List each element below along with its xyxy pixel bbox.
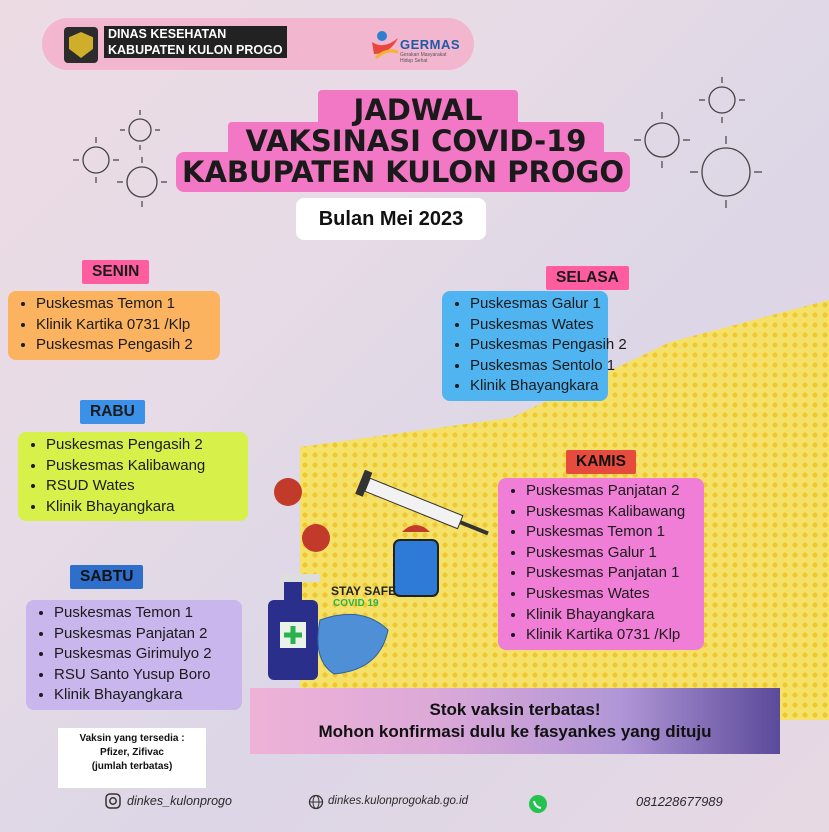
list-item: • Puskesmas Wates bbox=[470, 315, 600, 336]
notice-line-1: Stok vaksin terbatas! bbox=[429, 700, 601, 719]
list-item: • Puskesmas Panjatan 2 bbox=[54, 624, 234, 645]
org-name: DINAS KESEHATAN KABUPATEN KULON PROGO bbox=[104, 26, 287, 58]
list-item: • Puskesmas Temon 1 bbox=[54, 603, 234, 624]
list-item: • RSU Santo Yusup Boro bbox=[54, 665, 234, 686]
list-item: • Klinik Bhayangkara bbox=[54, 685, 234, 706]
list-item: • Puskesmas Sentolo 1 bbox=[470, 356, 600, 377]
sabtu-list bbox=[26, 600, 242, 710]
germas-tagline: Gerakan Masyarakat Hidup Sehat bbox=[400, 52, 447, 64]
list-item: • Puskesmas Temon 1 bbox=[36, 294, 212, 315]
vaccine-illustration bbox=[262, 470, 502, 690]
senin-list bbox=[8, 291, 220, 360]
list-item: • Puskesmas Pengasih 2 bbox=[46, 435, 240, 456]
vaccine-info bbox=[58, 728, 206, 788]
list-item: • Puskesmas Panjatan 2 bbox=[526, 481, 696, 502]
emblem-icon bbox=[64, 27, 98, 63]
vaccine-line-1: Vaksin yang tersedia : bbox=[79, 733, 185, 744]
title-line-3: KABUPATEN KULON PROGO bbox=[182, 155, 624, 189]
kamis-list bbox=[498, 478, 704, 650]
list-item: • Puskesmas Kalibawang bbox=[526, 502, 696, 523]
list-item: • Puskesmas Panjatan 1 bbox=[526, 563, 696, 584]
instagram-handle[interactable]: dinkes_kulonprogo bbox=[127, 794, 232, 808]
stay-safe-label: STAY SAFE bbox=[331, 584, 397, 598]
list-item: • RSUD Wates bbox=[46, 476, 240, 497]
whatsapp-icon bbox=[528, 794, 548, 814]
list-item: • Puskesmas Galur 1 bbox=[470, 294, 600, 315]
instagram-icon bbox=[104, 792, 122, 810]
globe-icon bbox=[308, 794, 324, 810]
title-line-1: JADWAL bbox=[353, 93, 483, 127]
phone-number[interactable]: 081228677989 bbox=[636, 794, 723, 809]
title-line-2: VAKSINASI COVID-19 bbox=[245, 124, 587, 158]
covid-label: COVID 19 bbox=[333, 598, 379, 609]
vaccine-line-2: Pfizer, Zifivac bbox=[100, 747, 164, 758]
notice-banner bbox=[250, 688, 780, 754]
selasa-list bbox=[442, 291, 627, 401]
rabu-list bbox=[18, 432, 248, 521]
list-item: • Puskesmas Girimulyo 2 bbox=[54, 644, 234, 665]
day-kamis: KAMIS bbox=[566, 450, 636, 474]
list-item: • Puskesmas Pengasih 2 bbox=[470, 335, 600, 356]
notice-line-2: Mohon konfirmasi dulu ke fasyankes yang dituju bbox=[318, 722, 712, 741]
list-item: • Puskesmas Galur 1 bbox=[526, 543, 696, 564]
day-rabu: RABU bbox=[80, 400, 145, 424]
germas-logo: GERMAS bbox=[400, 37, 461, 52]
month-label: Bulan Mei 2023 bbox=[296, 198, 486, 240]
day-senin: SENIN bbox=[82, 260, 149, 284]
list-item: • Puskesmas Kalibawang bbox=[46, 456, 240, 477]
list-item: • Klinik Bhayangkara bbox=[470, 376, 600, 397]
day-selasa: SELASA bbox=[546, 266, 629, 290]
vaccine-line-3: (jumlah terbatas) bbox=[91, 761, 173, 772]
list-item: • Puskesmas Temon 1 bbox=[526, 522, 696, 543]
list-item: • Klinik Bhayangkara bbox=[526, 605, 696, 626]
day-sabtu: SABTU bbox=[70, 565, 143, 589]
list-item: • Klinik Kartika 0731 /Klp bbox=[526, 625, 696, 646]
website-link[interactable]: dinkes.kulonprogokab.go.id bbox=[328, 795, 469, 807]
germas-logo-icon bbox=[368, 28, 402, 62]
list-item: • Klinik Bhayangkara bbox=[46, 497, 240, 518]
list-item: • Puskesmas Pengasih 2 bbox=[36, 335, 212, 356]
list-item: • Klinik Kartika 0731 /Klp bbox=[36, 315, 212, 336]
list-item: • Puskesmas Wates bbox=[526, 584, 696, 605]
